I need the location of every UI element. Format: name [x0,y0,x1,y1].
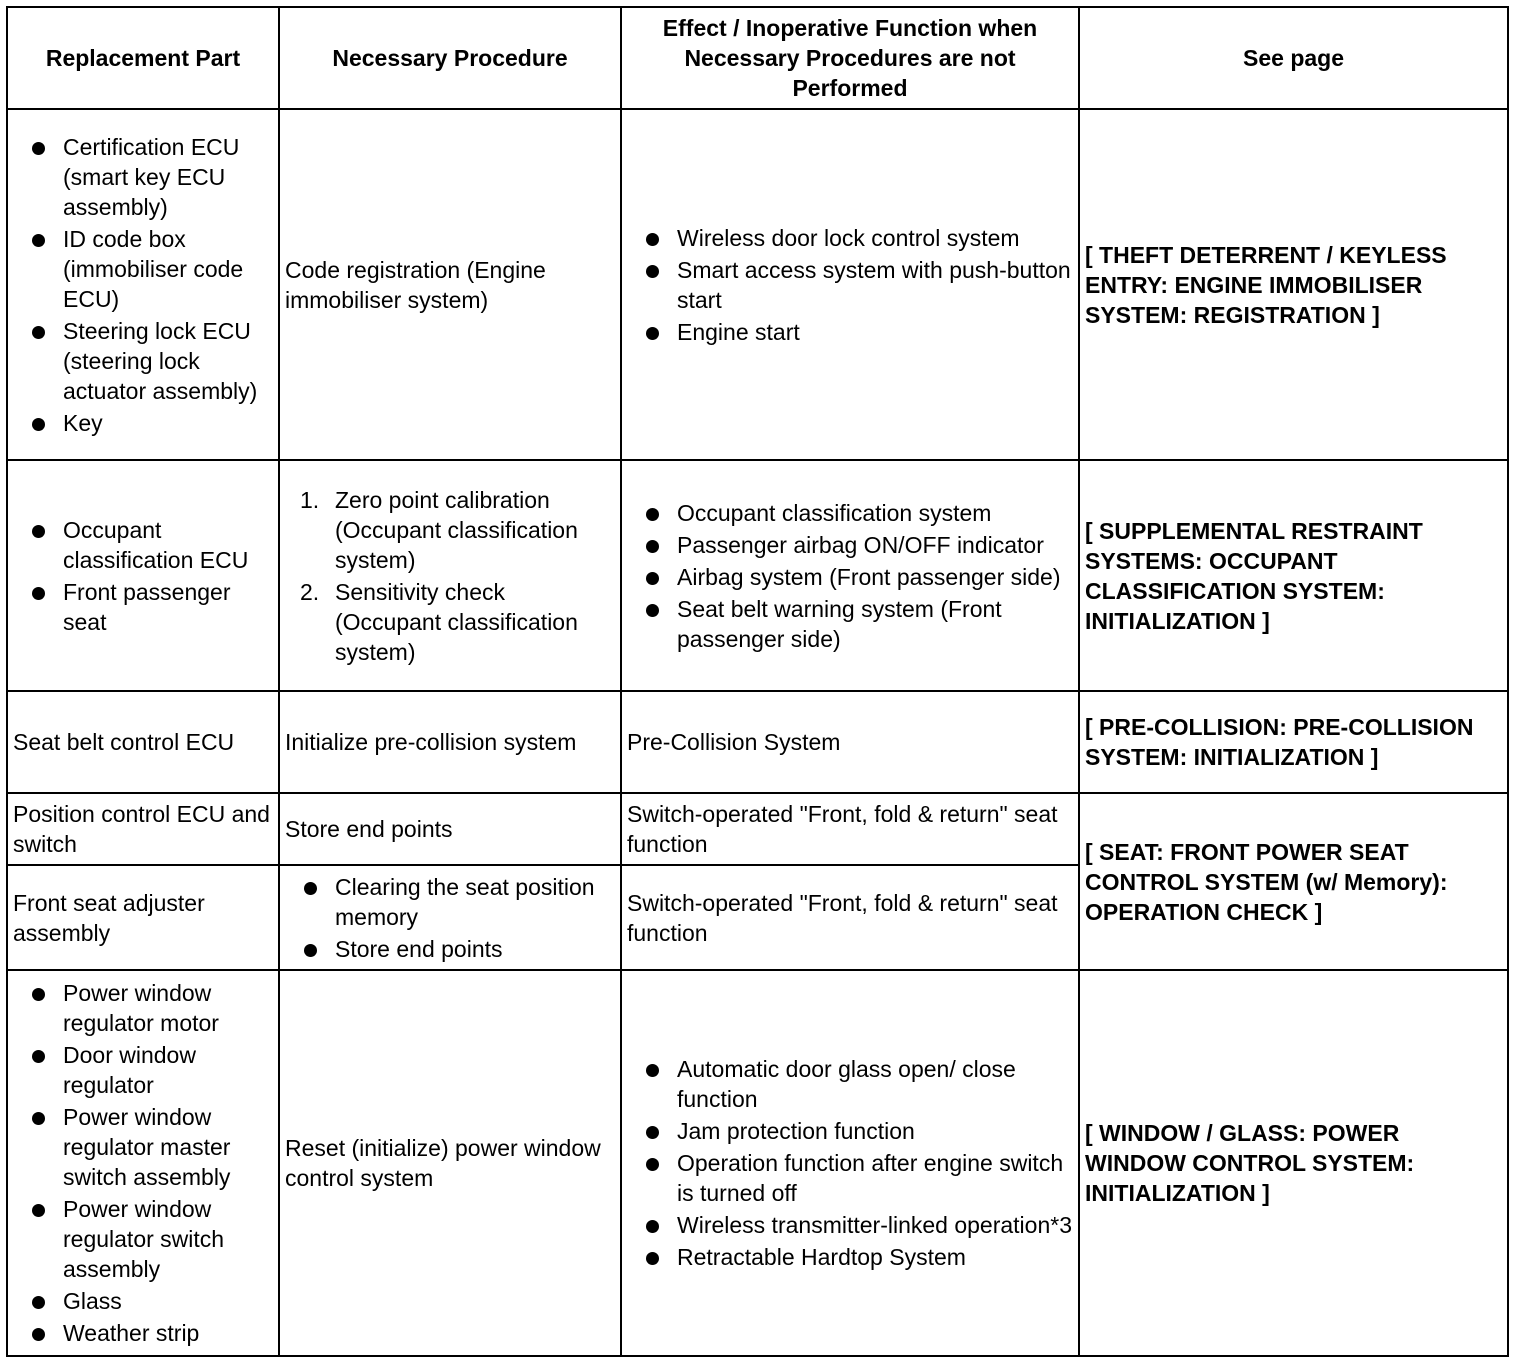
replacement-procedures-table [6,6,1509,1357]
replacement-part-cell: Front seat adjuster assembly [7,865,279,970]
replacement-part-cell [7,460,279,691]
list-item: Weather strip [13,1318,273,1348]
procedure-cell [279,460,621,691]
step-text: Zero point calibration (Occupant classification system) [335,486,578,573]
procedure-cell: Store end points [279,793,621,865]
list-item: Wireless door lock control system [627,223,1073,253]
list-item: Steering lock ECU (steering lock actuator assembly) [13,316,273,406]
list-item: Wireless transmitter-linked operation*3 [627,1210,1073,1240]
list-item: Retractable Hardtop System [627,1242,1073,1272]
list-item: Airbag system (Front passenger side) [627,562,1073,592]
list-item: Automatic door glass open/ close function [627,1054,1073,1114]
procedure-cell: Initialize pre-collision system [279,691,621,793]
see-page-link[interactable]: [ THEFT DETERRENT / KEYLESS ENTRY: ENGINE IMMOBILISER SYSTEM: REGISTRATION ] [1079,109,1508,460]
effect-cell [621,109,1079,460]
list-item: Power window regulator master switch assembly [13,1102,273,1192]
list-item: Clearing the seat position memory [285,872,615,932]
header-see-page: See page [1079,7,1508,109]
list-item: Key [13,408,273,438]
header-replacement-part: Replacement Part [7,7,279,109]
table-row [7,691,1508,793]
effect-cell: Switch-operated "Front, fold & return" seat function [621,865,1079,970]
replacement-part-cell: Seat belt control ECU [7,691,279,793]
effect-cell [621,970,1079,1356]
list-item: Front passenger seat [13,577,273,637]
table-row [7,793,1508,865]
list-item: Power window regulator motor [13,978,273,1038]
list-item: Power window regulator switch assembly [13,1194,273,1284]
list-item: Occupant classification ECU [13,515,273,575]
procedure-cell [279,865,621,970]
list-item: Operation function after engine switch is turned off [627,1148,1073,1208]
header-effect: Effect / Inoperative Function when Necessary Procedures are not Performed [621,7,1079,109]
list-item: Certification ECU (smart key ECU assembly) [13,132,273,222]
list-item: Occupant classification system [627,498,1073,528]
step-text: Sensitivity check (Occupant classification system) [335,578,578,665]
list-item: Glass [13,1286,273,1316]
list-item: Jam protection function [627,1116,1073,1146]
see-page-link[interactable]: [ SEAT: FRONT POWER SEAT CONTROL SYSTEM (w/ Memory): OPERATION CHECK ] [1079,793,1508,970]
see-page-link[interactable]: [ WINDOW / GLASS: POWER WINDOW CONTROL SYSTEM: INITIALIZATION ] [1079,970,1508,1356]
procedure-cell: Code registration (Engine immobiliser system) [279,109,621,460]
replacement-part-cell [7,970,279,1356]
list-item [285,485,615,575]
step-number: 1. [300,486,320,513]
list-item: ID code box (immobiliser code ECU) [13,224,273,314]
see-page-link[interactable]: [ PRE-COLLISION: PRE-COLLISION SYSTEM: INITIALIZATION ] [1079,691,1508,793]
list-item: Engine start [627,317,1073,347]
header-row [7,7,1508,109]
see-page-link[interactable]: [ SUPPLEMENTAL RESTRAINT SYSTEMS: OCCUPANT CLASSIFICATION SYSTEM: INITIALIZATION ] [1079,460,1508,691]
procedure-cell: Reset (initialize) power window control system [279,970,621,1356]
list-item: Store end points [285,934,615,964]
list-item [285,577,615,667]
effect-cell: Switch-operated "Front, fold & return" seat function [621,793,1079,865]
list-item: Door window regulator [13,1040,273,1100]
header-necessary-procedure: Necessary Procedure [279,7,621,109]
list-item: Seat belt warning system (Front passenger side) [627,594,1073,654]
replacement-part-cell: Position control ECU and switch [7,793,279,865]
list-item: Smart access system with push-button start [627,255,1073,315]
table-row [7,109,1508,460]
effect-cell [621,460,1079,691]
table-row [7,970,1508,1356]
table-row [7,460,1508,691]
step-number: 2. [300,578,320,605]
list-item: Passenger airbag ON/OFF indicator [627,530,1073,560]
effect-cell: Pre-Collision System [621,691,1079,793]
replacement-part-cell [7,109,279,460]
